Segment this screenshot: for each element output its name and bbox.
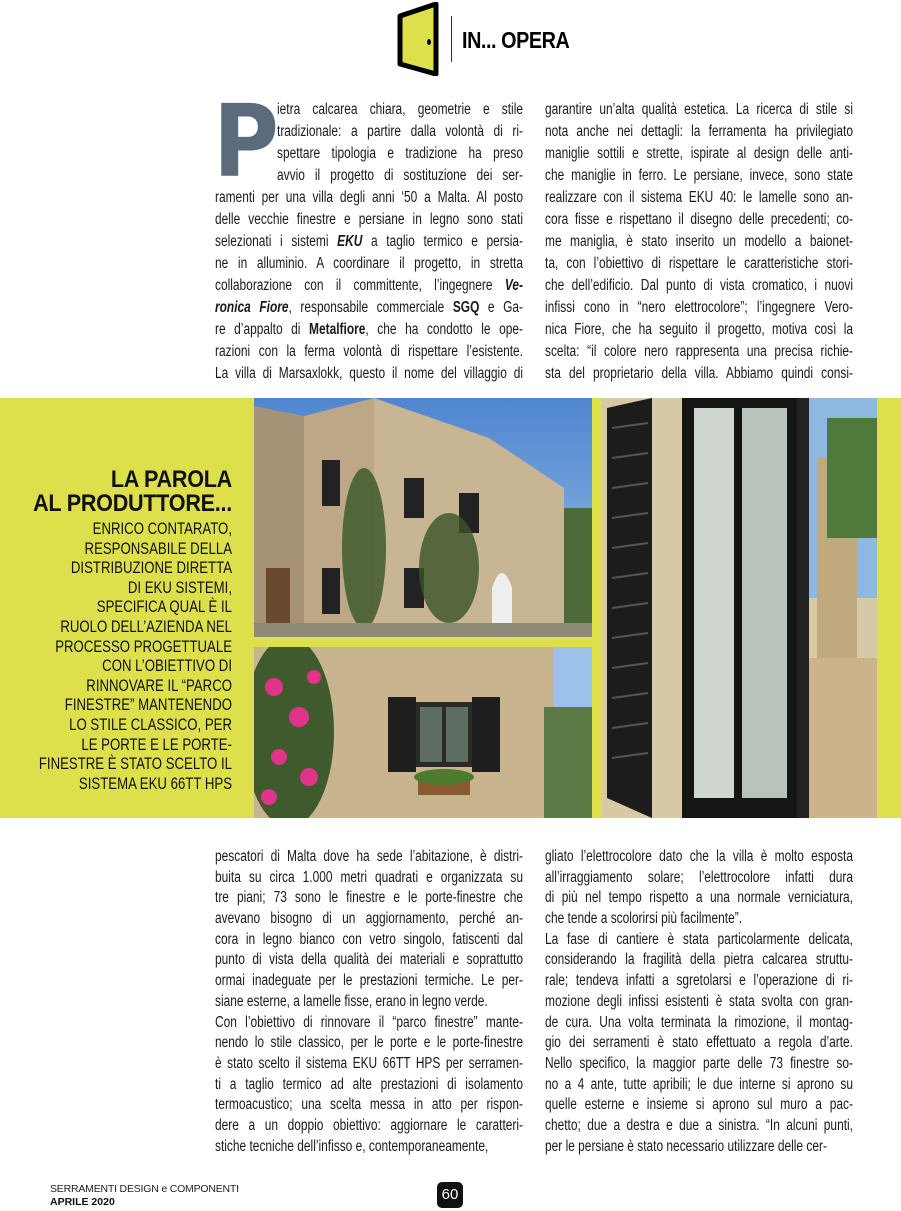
text-run: nica Fiore, che ha seguito il progetto, motiva così la [545,321,853,338]
text-run: che tende a scolorirsi più facilmente”. [545,910,743,928]
text-line [545,253,853,275]
text-line [215,847,523,868]
text-line [215,1137,523,1158]
article-column-top-left [215,99,523,385]
text-line [277,99,523,121]
text-line [215,888,523,909]
text-run: e Ga- [479,299,523,316]
text-line [215,253,523,275]
text-line [545,275,853,297]
sidebar-line: ENRICO CONTARATO, [92,520,232,538]
text-run: scelta: “il colore nero rappresenta una precisa richie- [545,343,853,360]
text-line [545,1013,853,1034]
text-run: , responsabile commerciale [288,299,453,316]
text-run: punto di vista della qualità dei materiali e soprattutto [215,951,523,969]
text-run: re d’appalto di [215,321,310,338]
sidebar-line: DISTRIBUZIONE DIRETTA [70,559,232,578]
text-run: de cura. Una volta terminata la rimozione, il montag- [545,1013,853,1031]
sidebar-line: RUOLO DELL’AZIENDA NEL [60,617,232,636]
article-column-bottom-right [545,847,853,1157]
text-run: avevano bisogno di un aggiornamento, perché an- [215,910,523,928]
text-run: che maniglie in ferro. Le persiane, invece, sono state [545,167,853,184]
text-line [215,187,523,209]
header-divider [451,16,452,62]
photo-open-shutter [602,398,877,818]
text-run: me maniglia, è stato inserito un modello a baionet- [545,233,853,250]
sidebar-line: CON L’OBIETTIVO DI [102,657,232,676]
text-run: siane esterne, a lamelle fisse, erano in legno verde. [215,992,488,1010]
text-run: razioni con la ferma volontà di rispettare l’esistente. [215,343,523,360]
text-line [545,231,853,253]
bold-name: SGQ [452,299,480,316]
text-run: cora in legno bianco con vetro singolo, fatiscenti dal [215,930,523,948]
text-run: tradizionale: a partire dalla volontà di ri- [277,123,523,140]
sidebar-line: PROCESSO PROGETTUALE [55,637,232,656]
text-line [545,1075,853,1096]
text-run: ormai inadeguate per le prestazioni termiche. Le per- [215,972,523,990]
text-line [215,341,523,363]
sidebar-line: LE PORTE E LE PORTE- [81,735,232,754]
text-line [215,992,523,1013]
text-line [545,1033,853,1054]
text-run: che dell’edificio. Dal punto di vista cromatico, i nuovi [545,277,853,294]
text-run: realizzare con il sistema EKU 40: le lamelle sono an- [545,189,853,206]
bold-italic-name: Ve- [504,277,523,294]
bold-italic-name: ronica Fiore [215,299,289,316]
text-line [545,992,853,1013]
text-line [215,1095,523,1116]
text-run: ti a taglio termico ad alte prestazioni di isolamento [215,1075,523,1093]
drop-cap: P [213,83,279,200]
sidebar-line: FINESTRE” MANTENENDO [64,696,232,715]
text-run: selezionati i sistemi [215,233,338,250]
text-line [545,868,853,889]
sidebar-line: LO STILE CLASSICO, PER [69,715,232,734]
text-run: nendo lo stile classico, per le porte e le porte-finestre [215,1034,523,1052]
text-line [215,363,523,385]
text-line [545,950,853,971]
text-run: cora fisse e rispettano il disegno delle precedenti; co- [545,211,853,228]
text-run: gliato l’elettrocolore dato che la villa è molto esposta [545,848,853,865]
text-run: stiche tecniche dell’infisso e, contemporaneamente, [215,1137,489,1155]
door-icon [396,2,442,76]
text-run: spettare tipologia e tradizione ha preso [277,145,523,162]
text-run: delle vecchie finestre e persiane in legno sono stati [215,211,523,228]
text-run: ramenti per una villa degli anni ‘50 a Malta. Al posto [215,189,523,206]
text-run: pescatori di Malta dove ha sede l’abitazione, è distri- [215,848,523,865]
text-run: chetto; due a destra e due a sinistra. “In alcuni punti, [545,1116,853,1134]
sidebar-line: DI EKU SISTEMI, [127,578,232,597]
section-title: IN... OPERA [462,27,570,53]
text-line [215,1013,523,1034]
sidebar-line: SPECIFICA QUAL È IL [96,598,232,617]
sidebar-line: SISTEMA EKU 66TT HPS [78,774,232,793]
text-run: buita su circa 1.000 metri quadrati e organizzata su [215,868,523,886]
text-line [215,319,523,341]
text-line [215,868,523,889]
text-line [215,1116,523,1137]
text-line [277,165,523,187]
text-run: infissi cono in “nero elettrocolore”; l’ingegnere Vero- [545,299,853,316]
text-line [277,143,523,165]
text-line [545,209,853,231]
text-line [215,909,523,930]
text-line [215,930,523,951]
magazine-name: SERRAMENTI DESIGN e COMPONENTI [50,1183,239,1195]
photo-villa-facade [254,398,592,637]
text-run: dere a un doppio obiettivo: aggiornare le caratteri- [215,1116,523,1134]
text-line [545,971,853,992]
producer-sidebar [0,468,232,794]
text-run: di più nel tempo rispetto a una normale verniciatura, [545,889,853,907]
text-line [215,971,523,992]
text-run: La villa di Marsaxlokk, questo il nome del villaggio di [215,365,523,382]
text-run: considerando la fragilità della pietra calcarea struttu- [545,951,853,969]
text-run: gio dei serramenti è stato effettuato a regola d’arte. [545,1034,853,1052]
sidebar-title-line: AL PRODUTTORE... [33,490,232,517]
text-run: nota anche nei dettagli: la ferramenta ha privilegiato [545,123,853,140]
article-column-top-right [545,99,853,385]
text-run: è stato scelto il sistema EKU 66TT HPS per serramen- [215,1054,523,1072]
text-line [545,341,853,363]
text-line [545,319,853,341]
text-line [215,1033,523,1054]
text-run: ne in alluminio. A coordinare il progetto, in stretta [215,255,523,272]
text-line [215,275,523,297]
text-run: , che ha condotto le ope- [365,321,523,338]
text-line [215,297,523,319]
text-line [545,297,853,319]
text-line [215,1075,523,1096]
text-line [545,143,853,165]
text-run: avvio il progetto di sostituzione dei ser- [277,167,523,184]
page-number: 60 [437,1182,463,1208]
text-run: ta, con l’obiettivo di rispettare le caratteristiche stori- [545,255,853,272]
text-line [215,1054,523,1075]
text-run: per le persiane è stato necessario utilizzare delle cer- [545,1137,827,1155]
text-line [215,231,523,253]
text-run: no a 4 ante, tutte apribili; le due interne si aprono su [545,1075,853,1093]
text-run: mozione degli infissi esistenti è stata svolta con gran- [545,992,853,1010]
text-line [215,209,523,231]
text-line [545,930,853,951]
sidebar-title-line: LA PAROLA [110,466,232,493]
sidebar-line: RESPONSABILE DELLA [84,539,232,558]
text-run: a taglio termico e persia- [362,233,523,250]
text-line [545,847,853,868]
photo-window-bougainvillea [254,647,592,818]
article-column-bottom-left [215,847,523,1157]
text-run: maniglie sottili e strette, ispirate al design delle anti- [545,145,853,162]
issue-date: APRILE 2020 [50,1196,115,1208]
bold-name: Metalfiore [309,321,366,338]
text-run: tre piani; 73 sono le finestre e le porte-finestre che [215,889,523,907]
text-run: rale; tendeva infatti a sgretolarsi e l’operazione di ri- [545,972,853,990]
text-line [215,950,523,971]
text-run: quelle esterne e insieme si aprono sul muro a pac- [545,1096,853,1114]
text-run: Nello specifico, la maggior parte delle 73 finestre so- [545,1054,853,1072]
text-run: ietra calcarea chiara, geometrie e stile [277,101,523,118]
text-line [545,165,853,187]
text-line [545,121,853,143]
text-run: collaborazione con il committente, l’ingegnere [215,277,505,294]
text-run: garantire un’alta qualità estetica. La ricerca di stile si [545,101,853,118]
text-line [545,1116,853,1137]
text-line [545,187,853,209]
text-line [545,1137,853,1158]
text-line [277,121,523,143]
text-run: all’irraggiamento solare; l’elettrocolore infatti dura [545,868,853,886]
text-run: La fase di cantiere è stata particolarmente delicata, [545,930,853,948]
sidebar-line: FINESTRE È STATO SCELTO IL [38,755,233,774]
text-line [545,363,853,385]
text-line [545,888,853,909]
text-run: sta del proprietario della villa. Abbiamo quindi consi- [545,365,853,382]
text-run: Con l’obiettivo di rinnovare il “parco finestre” mante- [215,1013,523,1031]
text-line [545,1054,853,1075]
text-line [545,909,853,930]
bold-italic-name: EKU [337,233,363,250]
text-line [545,1095,853,1116]
sidebar-line: RINNOVARE IL “PARCO [86,676,232,695]
text-run: termoacustico; una scelta messa in atto per rispon- [215,1096,523,1114]
text-line [545,99,853,121]
